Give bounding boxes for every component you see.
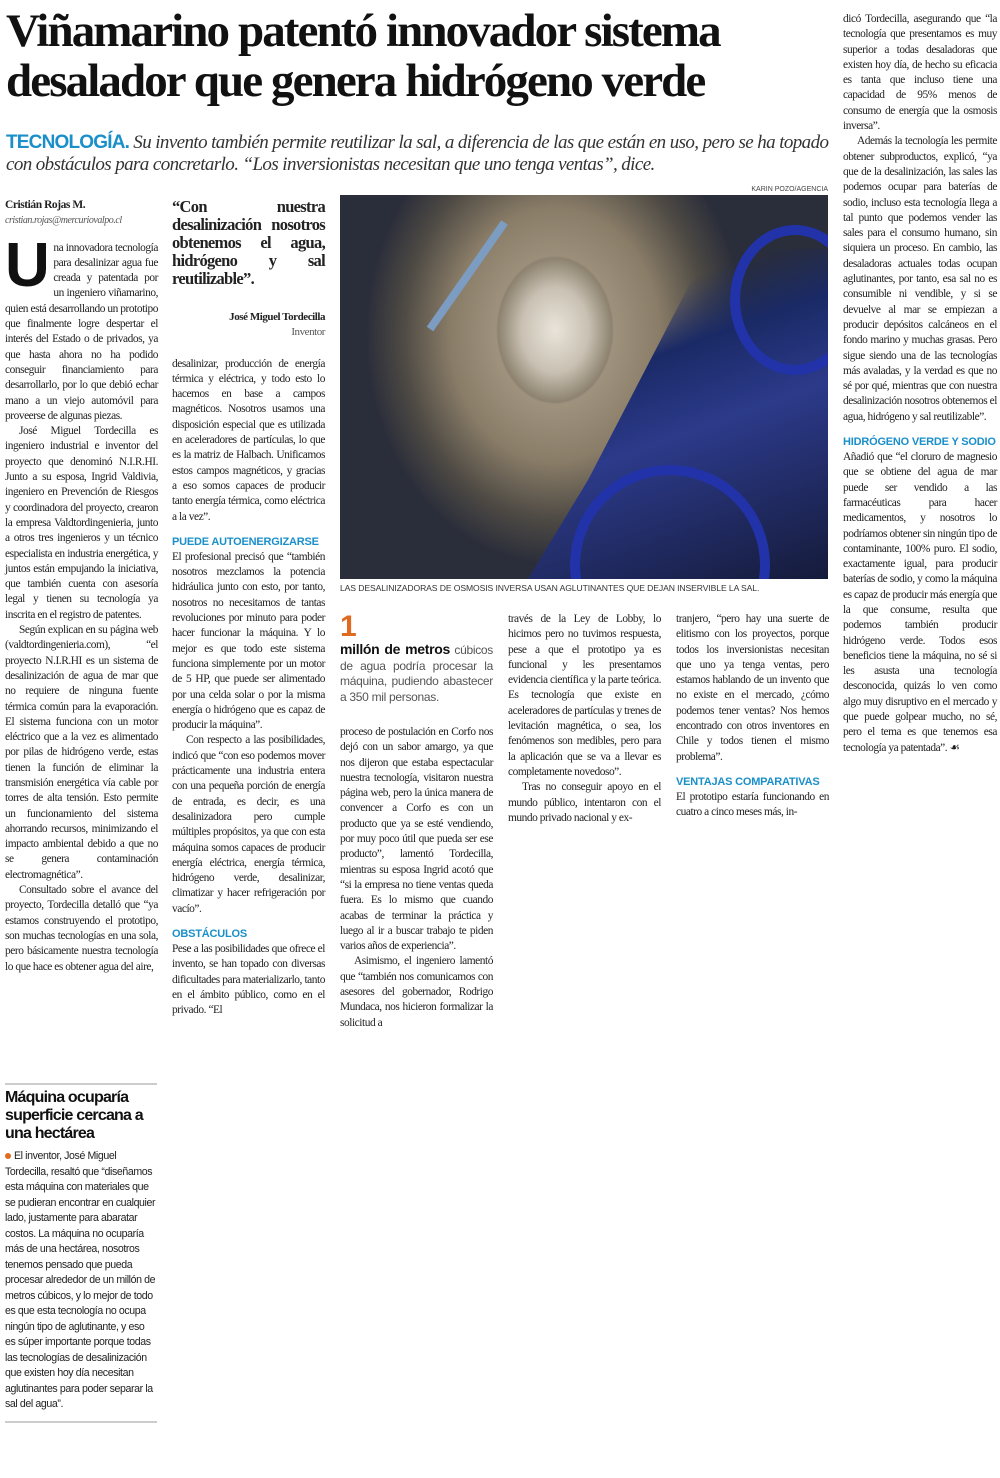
paragraph: El profesional precisó que “también nosotros mezclamos la potencia hidráulica junto con esto, por tanto, nosotros no necesitamos de tantas revoluciones por minuto para poder hacer funcionar la máquina. Y lo mejor es que todo este sistema funciona simplemente por un motor de 5 HP, que puede ser alimentado por una celda solar o por la misma energía o hidrógeno que es capaz de producir la máquina”. (172, 550, 325, 732)
paragraph: tranjero, “pero hay una suerte de elitismo con los proyectos, porque todos los inversionistas necesitan que uno ya tenga ventas, pero estamos hablando de un invento que no existe en el mercado, ¿cómo podemos tener ventas? Nos hemos encontrado con otros inventores en Chile y todos tienen el mismo problema”. (676, 613, 829, 763)
subheading: PUEDE AUTOENERGIZARSE (172, 535, 319, 548)
author-name: Cristián Rojas M. (5, 199, 86, 211)
paragraph: Pese a las posibilidades que ofrece el invento, se han topado con diversas dificultades para materializarlo, tanto en el ámbito público, como en el privado. “El (172, 942, 325, 1017)
paragraph: Además la tecnología les permite obtener subproductos, explicó, “ya que de la desalinización, las sales las podemos ocupar para baterías de sodio, incluso esta tecnología llega a tal punto que podemos vender las sales para el consumo humano, sin siquiera un proceso. En cambio, las desaladoras actuales todas ocupan aglutinantes, por tanto, esa sal no es consumible ni vendible, y si se devuelve al mar se empiezan a producir depósitos calcáneos en el fondo marino y muchas grasas. Pero sigue siendo una de las tecnologías más avaladas, y la verdad es que no sé por qué, mientras que con nuestra desalinización nosotros obtenemos el agua, hidrógeno y sal reutilizable”. (843, 135, 997, 423)
stat-desc: cúbicos de agua podría procesar la máquina, pudiendo abastecer a 350 mil personas. (340, 643, 493, 704)
paragraph: Consultado sobre el avance del proyecto, Tordecilla detalló que “ya estamos construyendo el prototipo, son muchas tecnologías en una sola, pero básicamente nuestra tecnología lo que hace es obtener agua del aire, (5, 884, 158, 973)
column-2 (172, 198, 325, 1018)
paragraph: través de la Ley de Lobby, lo hicimos pero no tuvimos respuesta, pese a que el prototipo ya es funcional y les presentamos evidencia científica y la parte teórica. Es tecnología que existe en aceleradores de partículas y trenes de levitación magnética, o sea, los fenómenos son medibles, pero para la aplicación que se va a llevar es completamente novedoso”. (508, 613, 661, 778)
sidebar-title: Máquina ocuparía superficie cercana a una hectárea (5, 1089, 143, 1142)
bullet-dot-icon (5, 1153, 11, 1159)
paragraph: desalinizar, producción de energía térmica y eléctrica, y todo esto lo hacemos en base a campos magnéticos. Nosotros usamos una disposición especial que es utilizada en aceleradores de partículas, lo que es la matriz de Halbach. Unificamos estos campos magnéticos, y gracias a eso somos capaces de producir tanto energía térmica, como eléctrica a la vez”. (172, 357, 325, 523)
column-6 (843, 12, 997, 756)
divider (5, 1421, 157, 1423)
subheading: OBSTÁCULOS (172, 927, 248, 940)
stat-number: 1 (340, 610, 357, 643)
author-email[interactable]: cristian.rojas@mercuriovalpo.cl (5, 215, 122, 227)
photo-caption: LAS DESALINIZADORAS DE OSMOSIS INVERSA USAN AGLUTINANTES QUE DEJAN INSERVIBLE LA SAL. (340, 583, 760, 593)
photo-credit: KARIN POZO/AGENCIA (751, 186, 828, 193)
sidebar-box (5, 1083, 157, 1423)
sidebar-text: El inventor, José Miguel Tordecilla, resaltó que “diseñamos esta máquina con materiales que se pudieran encontrar en cualquier lado, justamente para abaratar costos. La máquina no ocuparía más de una hectárea, nosotros tenemos pensado que pueda procesar alrededor de un millón de metros cúbicos, y lo mejor de todo es que esta tecnología no ocupa ningún tipo de aglutinante, y eso es súper importante porque todas las tecnologías de desalinización que existen hoy día necesitan aglutinantes para poder separar la sal del agua”. (5, 1150, 156, 1410)
paragraph: Con respecto a las posibilidades, indicó que “con eso podemos mover prácticamente una industria entera con una pequeña porción de energía de entrada, es decir, es una desalinizadora pero cumple múltiples propósitos, ya que con esta máquina somos capaces de producir energía eléctrica, energía térmica, hidrógeno verde, desalinizar, climatizar y hacer refrigeración por vacío”. (172, 734, 325, 915)
column-1 (5, 198, 158, 975)
column-5 (676, 612, 829, 821)
stat-text (340, 642, 493, 705)
paragraph: dicó Tordecilla, asegurando que “la tecnología que presentamos es muy superior a todas desaladoras que existen hoy día, de hecho su eficacia es tanta que incluso tiene una capacidad de 95% menos de consumo de energía que la osmosis inversa”. (843, 13, 997, 133)
headline: Viñamarino patentó innovador sistema desalador que genera hidrógeno verde (6, 5, 720, 107)
subheading: HIDRÓGENO VERDE Y SODIO (843, 436, 996, 449)
paragraph: Tras no conseguir apoyo en el mundo público, intentaron con el mundo privado nacional y ex- (508, 781, 661, 824)
subheading: VENTAJAS COMPARATIVAS (676, 775, 820, 788)
quote-name: José Miguel Tordecilla (229, 311, 325, 323)
paragraph: Asimismo, el ingeniero lamentó que “también nos comunicamos con asesores del gobernador, Rodrigo Mundaca, nos hicieron formalizar la solicitud a (340, 955, 493, 1029)
column-4 (508, 612, 661, 826)
paragraph: Según explican en su página web (valdtordingenieria.com), “el proyecto N.I.R.HI es un sistema de desalinización de agua de mar que no requiere de ninguna fuente térmica común para la evaporación. El sistema funciona con un motor eléctrico que a la vez es alimentado por pilas de hidrógeno verde, estas tienen la función de eliminar la transmisión energética vía cable por torres de alta tensión. Esto permite un funcionamiento del sistema ahorrando recursos, minimizando el impacto ambiental debido a que no se genera contaminación electromagnética”. (5, 624, 158, 881)
drop-cap: U (5, 230, 50, 300)
section-kicker: TECNOLOGÍA. (6, 132, 130, 153)
column-3 (340, 612, 493, 1031)
quote-role: Inventor (291, 326, 325, 339)
paragraph: José Miguel Tordecilla es ingeniero industrial e inventor del proyecto que denominó N.I.R.HI. Junto a su esposa, Ingrid Valdivia, ingeniero en Prevención de Riesgos y coordinadora del proyecto, crearon la empresa Valdtordingenieria, junto a otros tres ingenieros y un técnico especialista en industria energética, y juntos están empujando la iniciativa, que también cuenta con asesoría legal y tienen su tecnología ya inscrita en el registro de patentes. (5, 425, 158, 621)
paragraph: proceso de postulación en Corfo nos dejó con un sabor amargo, ya que nos dijeron que estaba espectacular nuestra tecnología, visitaron nuestra página web, pero la única manera de convencer a Corfo es con un producto que ya se esté vendiendo, por muy poco útil que pueda ser ese producto”, lamentó Tordecilla, mientras su esposa Ingrid acotó que “si la empresa no tiene ventas queda fuera. Es lo mismo que cuando acabas de terminar la práctica y luego al ir a buscar trabajo te piden varios años de experiencia”. (340, 726, 493, 953)
end-mark-icon: ☙ (949, 741, 960, 754)
paragraph: na innovadora tecnología para desalinizar agua fue creada y patentada por un ingeniero viñamarino, quien está desarrollando un prototipo que finalmente logre despertar el interés del Estado o de privados, ya que hasta ahora no ha podido conseguir financiamiento para desarrollarlo, por lo que debió echar mano a un viejo automóvil para proveerse de algunas piezas. (5, 241, 158, 422)
stat-bold: millón de metros (340, 641, 450, 657)
article-photo[interactable] (340, 195, 828, 579)
ladder (427, 220, 508, 331)
deck (6, 132, 836, 176)
deck-text: Su invento también permite reutilizar la sal, a diferencia de las que están en uso, pero se ha topado con obstáculos para concretarlo. “Los inversionistas necesitan que uno tenga ventas”, dice. (6, 132, 829, 175)
pull-quote: “Con nuestra desalinización nosotros obtenemos el agua, hidrógeno y sal reutilizable”. (172, 197, 325, 288)
paragraph: El prototipo estaría funcionando en cuatro a cinco meses más, in- (676, 790, 829, 819)
paragraph: Añadió que “el cloruro de magnesio que se obtiene del agua de mar puede ser vendido a las farmacéuticas para hacer medicamentos, y nosotros lo podríamos obtener sin ningún tipo de contaminante, 100% puro. El sodio, exactamente igual, para producir baterías de sodio, y como la máquina es capaz de producir más energía que la que consume, resulta que podemos también producir hidrógeno verde. Todos esos beneficios tiene la máquina, no sé si les asusta una tecnología desconocida, quizás lo ven como algo muy disruptivo en el mercado y que puede golpear mucho, no sé, pero el tema es que tenemos esa tecnología ya patentada”. (843, 451, 997, 754)
